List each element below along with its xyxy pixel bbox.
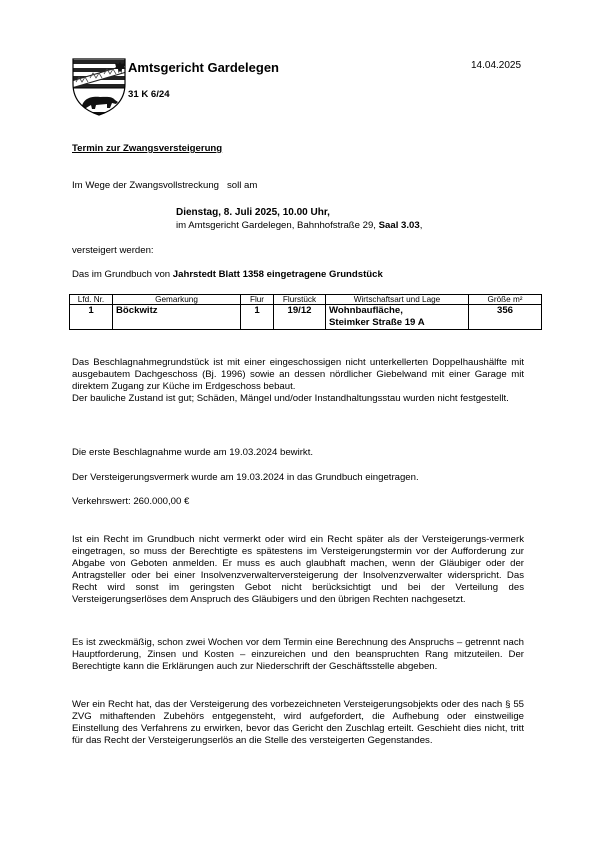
grundbuch-entry: Jahrstedt Blatt 1358 eingetragene Grundstück xyxy=(172,269,383,280)
verkehrswert-text: Verkehrswert: 260.000,00 € xyxy=(72,496,190,507)
table-row xyxy=(70,305,542,330)
cell-gemarkung: Böckwitz xyxy=(113,305,241,330)
header-gemarkung: Gemarkung xyxy=(113,295,241,305)
document-title: Termin zur Zwangsversteigerung xyxy=(72,143,223,154)
court-name: Amtsgericht Gardelegen xyxy=(128,60,279,75)
vermerk-text: Der Versteigerungsvermerk wurde am 19.03.2024 in das Grundbuch eingetragen. xyxy=(72,472,419,483)
paragraph-wer: Wer ein Recht hat, das der Versteigerung des vorbezeichneten Versteigerungsobjekts oder des nach § 55 ZVG mithaftenden Zubehörs entgegensteht, wird aufgefordert, die Aufhebung oder einstweilige Einstellung des Verfahrens zu erwirken, bevor das Gericht den Zuschlag erteilt. Geschieht dies nicht, tritt für das Recht der Versteigerungserlös an die Stelle des versteigerten Gegenstandes. xyxy=(72,699,524,746)
appointment-location xyxy=(176,220,422,232)
grundbuch-text xyxy=(72,269,383,281)
description-line: Das Beschlagnahmegrundstück ist mit einer eingeschossigen nicht unterkellerten Doppelhaushälfte mit ausgebautem Dachgeschoss (Bj. 1996) sowie an dessen nördlicher Giebelwand mit einer Garage mit direktem Zugang zur Küche im Erdgeschoss bebaut. xyxy=(72,357,524,392)
header-wirtschaftsart: Wirtschaftsart und Lage xyxy=(326,295,469,305)
paragraph-zweckmaessig: Es ist zweckmäßig, schon zwei Wochen vor dem Termin eine Berechnung des Anspruchs – getrennt nach Hauptforderung, Zinsen und Kosten – einzureichen und den beanspruchten Rang mitzuteilen. Der Berechtigte kann die Erklärungen auch zur Niederschrift der Geschäftsstelle abgeben. xyxy=(72,637,524,672)
eagle-emblem-icon xyxy=(113,60,127,76)
location-text: im Amtsgericht Gardelegen, Bahnhofstraße 29, xyxy=(176,220,379,231)
lage-line-1: Wohnbaufläche, xyxy=(329,305,403,316)
description-line: Der bauliche Zustand ist gut; Schäden, Mängel und/oder Instandhaltungsstau wurden nicht festgestellt. xyxy=(72,393,509,404)
property-table xyxy=(69,294,542,330)
paragraph-recht: Ist ein Recht im Grundbuch nicht vermerkt oder wird ein Recht später als der Versteigerungs-vermerk eingetragen, so muss der Berechtigte es spätestens im Versteigerungstermin vor der Aufforderung zur Abgabe von Geboten anmelden. Er muss es auch glaubhaft machen, wenn der Gläubiger oder der Antragsteller oder bei einer Insolvenzverwalterversteigerung der Insolvenzverwalter widerspricht. Das Recht wird sonst im geringsten Gebot nicht berücksichtigt und bei der Verteilung des Versteigerungserlöses dem Anspruch des Gläubigers und den übrigen Rechten nachgesetzt. xyxy=(72,534,524,605)
intro-text: Im Wege der Zwangsvollstreckung soll am xyxy=(72,180,258,191)
case-number: 31 K 6/24 xyxy=(128,89,170,100)
document-date: 14.04.2025 xyxy=(471,60,522,71)
versteigert-text: versteigert werden: xyxy=(72,245,154,256)
cell-groesse: 356 xyxy=(469,305,542,330)
cell-lage xyxy=(326,305,469,330)
room-number: Saal 3.03 xyxy=(378,220,420,231)
header-groesse: Größe m² xyxy=(469,295,542,305)
grundbuch-prefix: Das im Grundbuch von xyxy=(72,269,173,280)
lage-line-2: Steimker Straße 19 A xyxy=(329,317,425,328)
header-flur: Flur xyxy=(241,295,274,305)
header-lfd-nr: Lfd. Nr. xyxy=(70,295,113,305)
beschlagnahme-text: Die erste Beschlagnahme wurde am 19.03.2024 bewirkt. xyxy=(72,447,314,458)
location-suffix: , xyxy=(419,220,423,231)
appointment-datetime: Dienstag, 8. Juli 2025, 10.00 Uhr, xyxy=(176,207,330,218)
table-header-row xyxy=(70,295,542,305)
cell-flur: 1 xyxy=(241,305,274,330)
header-flurstueck: Flurstück xyxy=(274,295,326,305)
cell-nr: 1 xyxy=(70,305,113,330)
cell-flurstueck: 19/12 xyxy=(274,305,326,330)
description-paragraph xyxy=(72,357,524,405)
